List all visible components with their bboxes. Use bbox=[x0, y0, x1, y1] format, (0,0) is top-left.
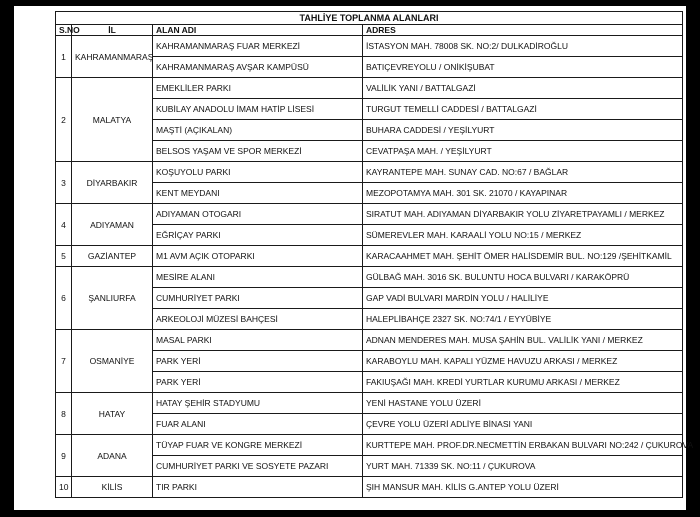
area-name-cell: KAHRAMANMARAŞ AVŞAR KAMPÜSÜ bbox=[153, 57, 363, 78]
address-cell: BATIÇEVREYOLU / ONİKİŞUBAT bbox=[363, 57, 683, 78]
address-cell: ŞIH MANSUR MAH. KİLİS G.ANTEP YOLU ÜZERİ bbox=[363, 477, 683, 498]
area-name-cell: TÜYAP FUAR VE KONGRE MERKEZİ bbox=[153, 435, 363, 456]
province-cell: ŞANLIURFA bbox=[72, 267, 153, 330]
row-number: 2 bbox=[56, 78, 72, 162]
province-cell: OSMANİYE bbox=[72, 330, 153, 393]
table-title: TAHLİYE TOPLANMA ALANLARI bbox=[56, 12, 683, 25]
address-cell: KARACAAHMET MAH. ŞEHİT ÖMER HALİSDEMİR BUL. NO:129 /ŞEHİTKAMİL bbox=[363, 246, 683, 267]
table-body bbox=[56, 36, 694, 498]
header-il: İL bbox=[72, 25, 153, 36]
area-name-cell: CUMHURİYET PARKI VE SOSYETE PAZARI bbox=[153, 456, 363, 477]
row-number: 5 bbox=[56, 246, 72, 267]
area-name-cell: EĞRİÇAY PARKI bbox=[153, 225, 363, 246]
header-sno: S.NO bbox=[56, 25, 72, 36]
address-cell: FAKIUŞAĞI MAH. KREDİ YURTLAR KURUMU ARKASI / MERKEZ bbox=[363, 372, 683, 393]
province-cell: MALATYA bbox=[72, 78, 153, 162]
area-name-cell: PARK YERİ bbox=[153, 372, 363, 393]
address-cell: KAYRANTEPE MAH. SUNAY CAD. NO:67 / BAĞLAR bbox=[363, 162, 683, 183]
area-name-cell: MAŞTİ (AÇIKALAN) bbox=[153, 120, 363, 141]
row-number: 7 bbox=[56, 330, 72, 393]
address-cell: YURT MAH. 71339 SK. NO:11 / ÇUKUROVA bbox=[363, 456, 683, 477]
address-cell: SÜMEREVLER MAH. KARAALİ YOLU NO:15 / MERKEZ bbox=[363, 225, 683, 246]
area-name-cell: KOŞUYOLU PARKI bbox=[153, 162, 363, 183]
area-name-cell: FUAR ALANI bbox=[153, 414, 363, 435]
table-row bbox=[56, 162, 683, 183]
table-row bbox=[56, 267, 683, 288]
address-cell: BUHARA CADDESİ / YEŞİLYURT bbox=[363, 120, 683, 141]
area-name-cell: HATAY ŞEHİR STADYUMU bbox=[153, 393, 363, 414]
address-cell: TURGUT TEMELLİ CADDESİ / BATTALGAZİ bbox=[363, 99, 683, 120]
address-cell: GAP VADİ BULVARI MARDİN YOLU / HALİLİYE bbox=[363, 288, 683, 309]
header-adres: ADRES bbox=[363, 25, 683, 36]
province-cell: ADIYAMAN bbox=[72, 204, 153, 246]
province-cell: KİLİS bbox=[72, 477, 153, 498]
address-cell: VALİLİK YANI / BATTALGAZİ bbox=[363, 78, 683, 99]
address-cell: HALEPLİBAHÇE 2327 SK. NO:74/1 / EYYÜBİYE bbox=[363, 309, 683, 330]
address-cell: YENİ HASTANE YOLU ÜZERİ bbox=[363, 393, 683, 414]
address-cell: MEZOPOTAMYA MAH. 301 SK. 21070 / KAYAPINAR bbox=[363, 183, 683, 204]
area-name-cell: ADIYAMAN OTOGARI bbox=[153, 204, 363, 225]
table-row bbox=[56, 36, 683, 57]
area-name-cell: PARK YERİ bbox=[153, 351, 363, 372]
area-name-cell: KENT MEYDANI bbox=[153, 183, 363, 204]
row-number: 6 bbox=[56, 267, 72, 330]
table-row bbox=[56, 246, 683, 267]
table-row bbox=[56, 204, 683, 225]
province-cell: KAHRAMANMARAŞ bbox=[72, 36, 153, 78]
table-row bbox=[56, 330, 683, 351]
area-name-cell: CUMHURİYET PARKI bbox=[153, 288, 363, 309]
area-name-cell: KUBİLAY ANADOLU İMAM HATİP LİSESİ bbox=[153, 99, 363, 120]
area-name-cell: EMEKLİLER PARKI bbox=[153, 78, 363, 99]
document-page bbox=[14, 6, 694, 510]
table-row bbox=[56, 435, 683, 456]
area-name-cell: MESİRE ALANI bbox=[153, 267, 363, 288]
address-cell: İSTASYON MAH. 78008 SK. NO:2/ DULKADİROĞLU bbox=[363, 36, 683, 57]
address-cell: KARABOYLU MAH. KAPALI YÜZME HAVUZU ARKASI / MERKEZ bbox=[363, 351, 683, 372]
area-name-cell: TIR PARKI bbox=[153, 477, 363, 498]
province-cell: HATAY bbox=[72, 393, 153, 435]
province-cell: DİYARBAKIR bbox=[72, 162, 153, 204]
header-alan-adi: ALAN ADI bbox=[153, 25, 363, 36]
table-row bbox=[56, 393, 683, 414]
row-number: 4 bbox=[56, 204, 72, 246]
address-cell: SIRATUT MAH. ADIYAMAN DİYARBAKIR YOLU ZİYARETPAYAMLI / MERKEZ bbox=[363, 204, 683, 225]
area-name-cell: MASAL PARKI bbox=[153, 330, 363, 351]
row-number: 3 bbox=[56, 162, 72, 204]
table-row bbox=[56, 78, 683, 99]
table-row bbox=[56, 477, 683, 498]
address-cell: ÇEVRE YOLU ÜZERİ ADLİYE BİNASI YANI bbox=[363, 414, 683, 435]
address-cell: GÜLBAĞ MAH. 3016 SK. BULUNTU HOCA BULVARI / KARAKÖPRÜ bbox=[363, 267, 683, 288]
address-cell: ADNAN MENDERES MAH. MUSA ŞAHİN BUL. VALİLİK YANI / MERKEZ bbox=[363, 330, 683, 351]
row-number: 8 bbox=[56, 393, 72, 435]
row-number: 10 bbox=[56, 477, 72, 498]
area-name-cell: ARKEOLOJİ MÜZESİ BAHÇESİ bbox=[153, 309, 363, 330]
area-name-cell: BELSOS YAŞAM VE SPOR MERKEZİ bbox=[153, 141, 363, 162]
province-cell: GAZİANTEP bbox=[72, 246, 153, 267]
area-name-cell: KAHRAMANMARAŞ FUAR MERKEZİ bbox=[153, 36, 363, 57]
area-name-cell: M1 AVM AÇIK OTOPARKI bbox=[153, 246, 363, 267]
address-cell: KURTTEPE MAH. PROF.DR.NECMETTİN ERBAKAN BULVARI NO:242 / ÇUKUROVA bbox=[363, 435, 683, 456]
province-cell: ADANA bbox=[72, 435, 153, 477]
evacuation-areas-table bbox=[55, 11, 694, 498]
row-number: 9 bbox=[56, 435, 72, 477]
row-number: 1 bbox=[56, 36, 72, 78]
address-cell: CEVATPAŞA MAH. / YEŞİLYURT bbox=[363, 141, 683, 162]
